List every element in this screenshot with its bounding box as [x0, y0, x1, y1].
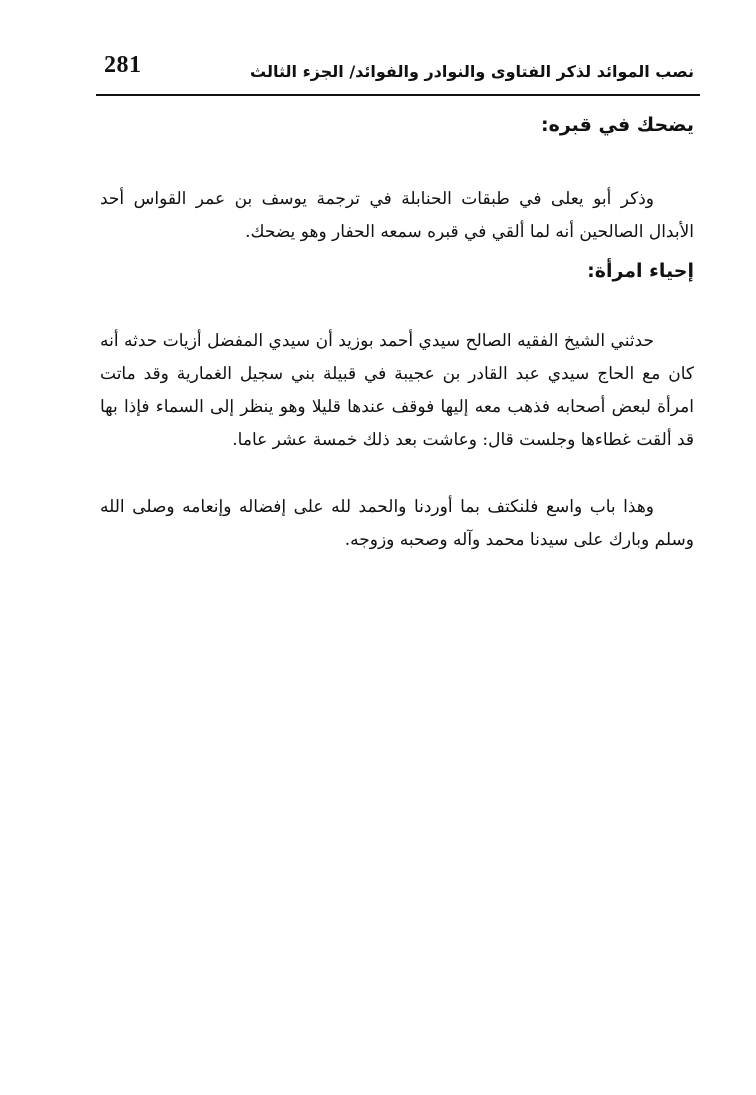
section-heading-laughs-in-grave: يضحك في قبره: — [541, 114, 694, 136]
running-header-title: نصب الموائد لذكر الفتاوى والنوادر والفوائد/ الجزء الثالث — [250, 62, 694, 81]
section-paragraph-laughs-in-grave: وذكر أبو يعلى في طبقات الحنابلة في ترجمة يوسف بن عمر القواس أحد الأبدال الصالحين أنه لما ألقي في قبره سمعه الحفار وهو يضحك. — [100, 189, 694, 242]
page-number: 281 — [104, 52, 142, 78]
section-heading-reviving-woman: إحياء امرأة: — [587, 260, 694, 282]
section-paragraph-reviving-woman: حدثني الشيخ الفقيه الصالح سيدي أحمد بوزيد أن سيدي المفضل أزيات حدثه أنه كان مع الحاج سيدي عبد القادر بن عجيبة في قبيلة بني سجيل الغمارية وقد ماتت امرأة لبعض أصحابه فذهب معه إليها فوقف عندها قليلا وهو ينظر إلى السماء فإذا بها قد ألقت غطاءها وجلست قال: وعاشت بعد ذلك خمسة عشر عاما. — [100, 331, 694, 450]
header-rule-divider — [96, 94, 700, 96]
closing-paragraph: وهذا باب واسع فلنكتف بما أوردنا والحمد لله على إفضاله وإنعامه وصلى الله وسلم وبارك على سيدنا محمد وآله وصحبه وزوجه. — [100, 497, 694, 550]
